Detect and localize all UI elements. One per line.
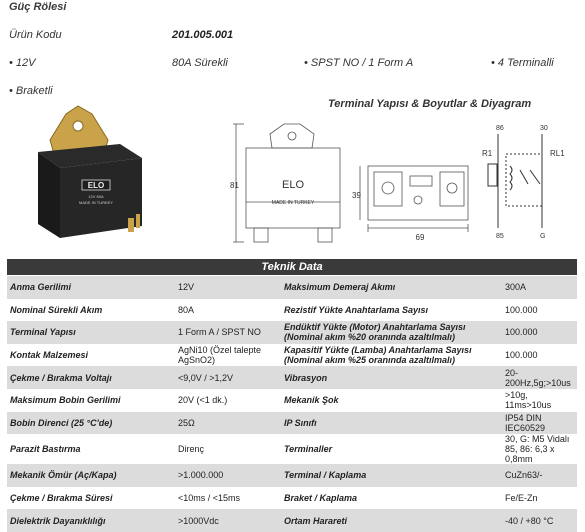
spec-value: 80A (178, 304, 195, 315)
spec-key-right: Kapasitif Yükte (Lamba) Anahtarlama Sayısı (Nominal akım %25 oranında azaltılmalı) (284, 345, 472, 366)
feature-current: 80A Sürekli (172, 57, 228, 69)
spec-value-right: 30, G: M5 Vidalı 85, 86: 6,3 x 0,8mm (505, 434, 570, 465)
product-title: Güç Rölesi (9, 1, 67, 13)
table-row (7, 344, 577, 367)
front-view-drawing (230, 118, 355, 253)
drawing-brand: ELO (281, 179, 305, 191)
spec-key: Çekme / Bırakma Voltajı (7, 366, 175, 389)
spec-key-right: Mekanik Şok (284, 395, 339, 406)
spec-key: Anma Gerilimi (7, 276, 175, 299)
dimension-width: 69 (415, 233, 425, 242)
table-row (7, 321, 577, 344)
drawing-made-in: MADE IN TURKEY (271, 200, 315, 206)
feature-bracket: • Braketli (9, 85, 53, 97)
spec-value: <10ms / <15ms (178, 493, 241, 504)
spec-key-right: Maksimum Demeraj Akımı (281, 276, 502, 299)
pin-86: 86 (496, 125, 504, 132)
spec-key: Kontak Malzemesi (10, 350, 89, 361)
spec-key: Maksimum Bobin Gerilimi (10, 395, 121, 406)
spec-value-right: IP54 DIN IEC60529 (502, 412, 577, 435)
spec-key-right: IP Sınıfı (281, 412, 502, 435)
spec-value-right: -40 / +80 °C (502, 509, 577, 532)
relay-photo (10, 100, 150, 250)
product-code-value: 201.005.001 (172, 29, 234, 41)
top-view-drawing (352, 160, 477, 245)
spec-value: 20V (<1 dk.) (178, 395, 228, 406)
label-r1: R1 (482, 149, 493, 158)
spec-value-right: 300A (502, 276, 577, 299)
table-row (7, 276, 577, 299)
spec-value-right: 20-200Hz,5g;>10us (502, 366, 577, 389)
feature-voltage: • 12V (9, 57, 36, 69)
spec-value-right: >10g, 11ms>10us (505, 390, 552, 411)
feature-terminals: • 4 Terminalli (491, 57, 554, 69)
dimension-depth: 39 (352, 191, 361, 200)
photo-text-made: MADE IN TURKEY (79, 200, 113, 205)
spec-key-right: Vibrasyon (281, 366, 502, 389)
diagram-title: Terminal Yapısı & Boyutlar & Diyagram (328, 98, 532, 110)
spec-value-right: Fe/E-Zn (505, 493, 538, 504)
photo-brand: ELO (87, 181, 105, 190)
spec-value-right: 100.000 (502, 321, 577, 344)
spec-value: 12V (175, 276, 281, 299)
spec-key-right: Braket / Kaplama (284, 493, 358, 504)
photo-text-rating: 12V 80A (88, 194, 104, 199)
spec-value-right: CuZn63/- (502, 464, 577, 487)
product-code-label: Ürün Kodu (9, 29, 62, 41)
spec-key-right: Terminaller (284, 444, 333, 455)
dimension-height: 81 (230, 181, 239, 190)
table-row (7, 464, 577, 487)
table-row (7, 434, 577, 464)
spec-key: Terminal Yapısı (7, 321, 175, 344)
spec-key: Dielektrik Dayanıklılığı (7, 509, 175, 532)
spec-value: >1000Vdc (175, 509, 281, 532)
tech-spec-table (7, 276, 577, 532)
spec-value: 1 Form A / SPST NO (175, 321, 281, 344)
spec-key: Nominal Sürekli Akım (10, 304, 103, 315)
spec-value: AgNi10 (Özel talepte AgSnO2) (178, 345, 262, 366)
spec-key: Bobin Direnci (25 °C'de) (7, 412, 175, 435)
spec-value: Direnç (178, 444, 205, 455)
circuit-diagram (480, 118, 580, 248)
pin-g: G (540, 233, 546, 240)
spec-value-right: 100.000 (505, 350, 538, 361)
pin-85: 85 (496, 233, 504, 240)
spec-key: Çekme / Bırakma Süresi (10, 493, 113, 504)
spec-key-right: Ortam Harareti (281, 509, 502, 532)
table-row (7, 389, 577, 412)
table-row (7, 509, 577, 532)
table-row (7, 366, 577, 389)
table-row (7, 487, 577, 510)
spec-value: <9,0V / >1,2V (175, 366, 281, 389)
spec-value: >1.000.000 (175, 464, 281, 487)
tech-data-header: Teknik Data (7, 259, 577, 275)
table-row (7, 412, 577, 435)
feature-form: • SPST NO / 1 Form A (304, 57, 414, 69)
table-row (7, 299, 577, 322)
spec-key: Parazit Bastırma (10, 444, 81, 455)
spec-key-right: Endüktif Yükte (Motor) Anahtarlama Sayısı (Nominal akım %20 oranında azaltılmalı) (281, 321, 502, 344)
spec-value: 25Ω (175, 412, 281, 435)
spec-key: Mekanik Ömür (Aç/Kapa) (7, 464, 175, 487)
spec-value-right: 100.000 (505, 304, 538, 315)
spec-key-right: Rezistif Yükte Anahtarlama Sayısı (284, 304, 429, 315)
label-rl1: RL1 (550, 149, 565, 158)
pin-30: 30 (540, 125, 548, 132)
spec-key-right: Terminal / Kaplama (281, 464, 502, 487)
